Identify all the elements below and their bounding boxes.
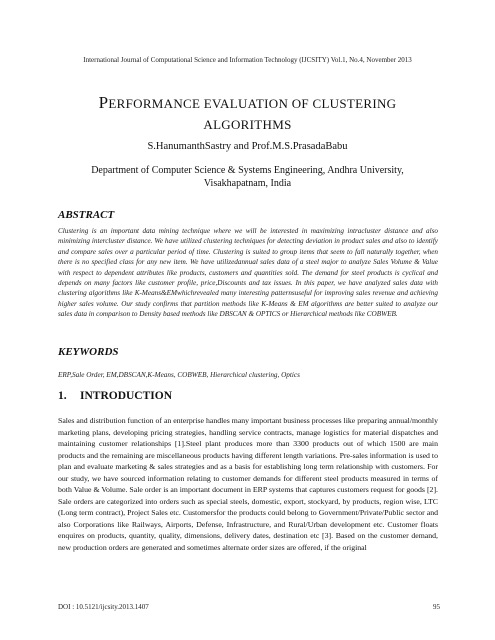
- introduction-heading: [58, 389, 172, 403]
- abstract-text: Clustering is an important data mining technique where we will be interested in maximizing intracluster distance and also minimizing intercluster distance. We have utilized clustering techniques for detecting deviation in product sales and also to identify and compare sales over a particular period of time. Clustering is suited to group items that seem to fall naturally together, when there is no specified class for any new item. We have utilizedannual sales data of a steel major to analyze Sales Volume & Value with respect to dependent attributes like products, customers and quantities sold. The demand for steel products is cyclical and depends on many factors like customer profile, price,Discounts and tax issues. In this paper, we have analyzed sales data with clustering algorithms like K-Means&EMwhichrevealed many interesting patternsuseful for improving sales revenue and achieving higher sales volume. Our study confirms that partition methods like K-Means & EM algorithms are better suited to analyze our sales data in comparison to Density based methods like DBSCAN & OPTICS or Hierarchical methods like COBWEB.: [58, 227, 438, 319]
- paper-title: [40, 92, 455, 135]
- page-number: 95: [433, 603, 440, 611]
- footer-doi: DOI : 10.5121/ijcsity.2013.1407: [58, 603, 149, 611]
- section-number: 1.: [58, 390, 67, 402]
- abstract-heading: ABSTRACT: [58, 209, 115, 221]
- title-line-1-rest: ERFORMANCE EVALUATION OF CLUSTERING: [108, 96, 397, 111]
- introduction-text: Sales and distribution function of an enterprise handles many important business processes like preparing annual/monthly marketing plans, developing pricing strategies, handling service contracts, manage logistics for material dispatches and maintaining customer relationships [1].Steel plant produces more than 3300 products out of which 1500 are main products and the remaining are miscellaneous products having different length variations. Pre-sales information is used to plan and evaluate marketing & sales strategies and as a basis for establishing long term relationship with customers. For our study, we have sourced information relating to customer demands for different steel products measured in terms of both Value & Volume. Sale order is an important document in ERP systems that captures customers request for goods [2]. Sale orders are categorized into orders such as special steels, domestic, export, stockyard, by products, region wise, LTC (Long term contract), Project Sales etc. Customersfor the products could belong to Government/Private/Public sector and also Corporations like Railways, Airports, Defense, Infrastructure, and Rural/Urban development etc. Customer floats enquires on products, quantity, quality, dimensions, delivery dates, destination etc [3]. Based on the customer demand, new production orders are generated and sometimes alternate order sizes are offered, if the original: [58, 416, 438, 553]
- title-initial: P: [98, 93, 109, 112]
- affiliation: [60, 164, 435, 190]
- affiliation-line-1: Department of Computer Science & Systems Engineering, Andhra University,: [91, 165, 404, 176]
- keywords-text: ERP,Sale Order, EM,DBSCAN,K-Means, COBWEB, Hierarchical clustering, Optics: [58, 371, 300, 379]
- title-line-2: ALGORITHMS: [203, 117, 292, 132]
- title-line-1: [40, 92, 455, 114]
- affiliation-line-2: Visakhapatnam, India: [203, 178, 292, 189]
- section-title: INTRODUCTION: [80, 390, 173, 402]
- journal-header: International Journal of Computational Science and Information Technology (IJCSITY) Vol.1, No.4, November 2013: [83, 56, 412, 64]
- keywords-heading: KEYWORDS: [58, 346, 119, 358]
- authors: S.HanumanthSastry and Prof.M.S.PrasadaBabu: [147, 141, 348, 152]
